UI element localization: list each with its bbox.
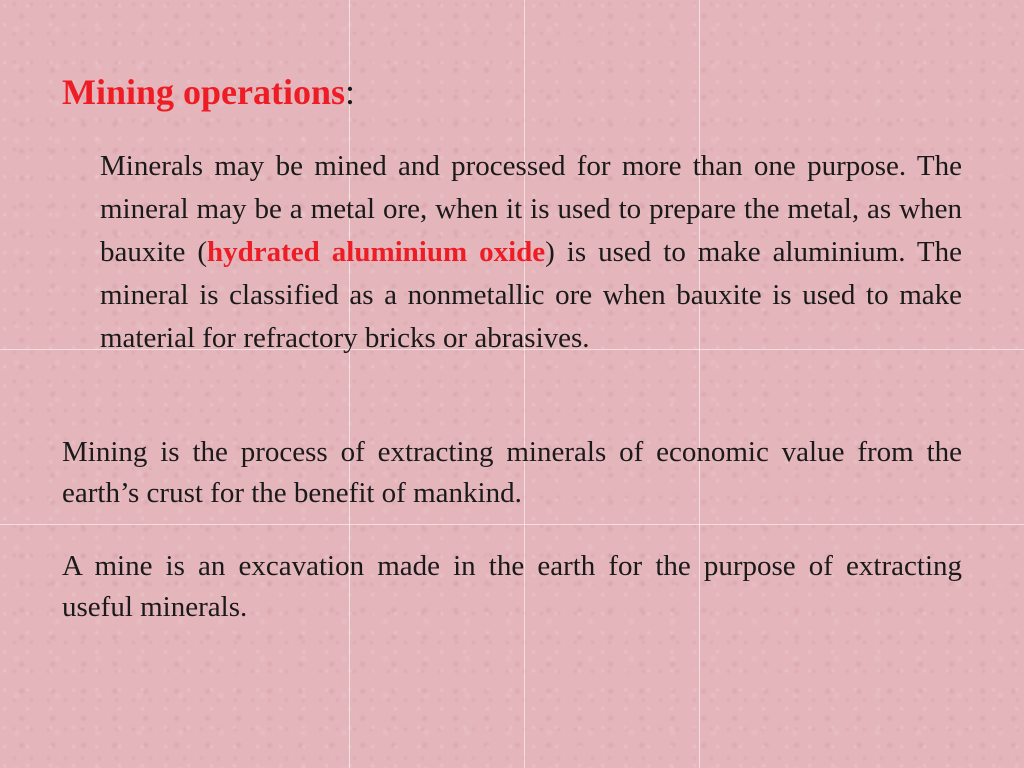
paragraph-text: Minerals may be mined and processed for more than one purpose. The mineral may be a metal ore, when it is used to prepare the metal, as when bauxite ( bbox=[100, 150, 962, 268]
highlighted-term: hydrated aluminium oxide bbox=[207, 236, 546, 268]
slide-title-text: Mining operations bbox=[62, 72, 346, 112]
slide-title-colon: : bbox=[345, 72, 356, 112]
paragraph-mine-definition: A mine is an excavation made in the earth for the purpose of extracting useful minerals. bbox=[62, 550, 962, 623]
paragraph-mining-definition: Mining is the process of extracting minerals of economic value from the earth’s crust for the benefit of mankind. bbox=[62, 436, 962, 509]
paragraph-mineral-purposes bbox=[100, 145, 962, 360]
background-grid-line bbox=[349, 0, 350, 768]
slide-title bbox=[62, 70, 355, 114]
paragraph-text: ) is used to make aluminium. The mineral is classified as a nonmetallic ore when bauxite is used to make material for refractory bricks or abrasives. bbox=[100, 236, 963, 354]
background-grid-line bbox=[524, 0, 525, 768]
background-grid-line bbox=[699, 0, 700, 768]
background-grid-line bbox=[0, 524, 1024, 525]
